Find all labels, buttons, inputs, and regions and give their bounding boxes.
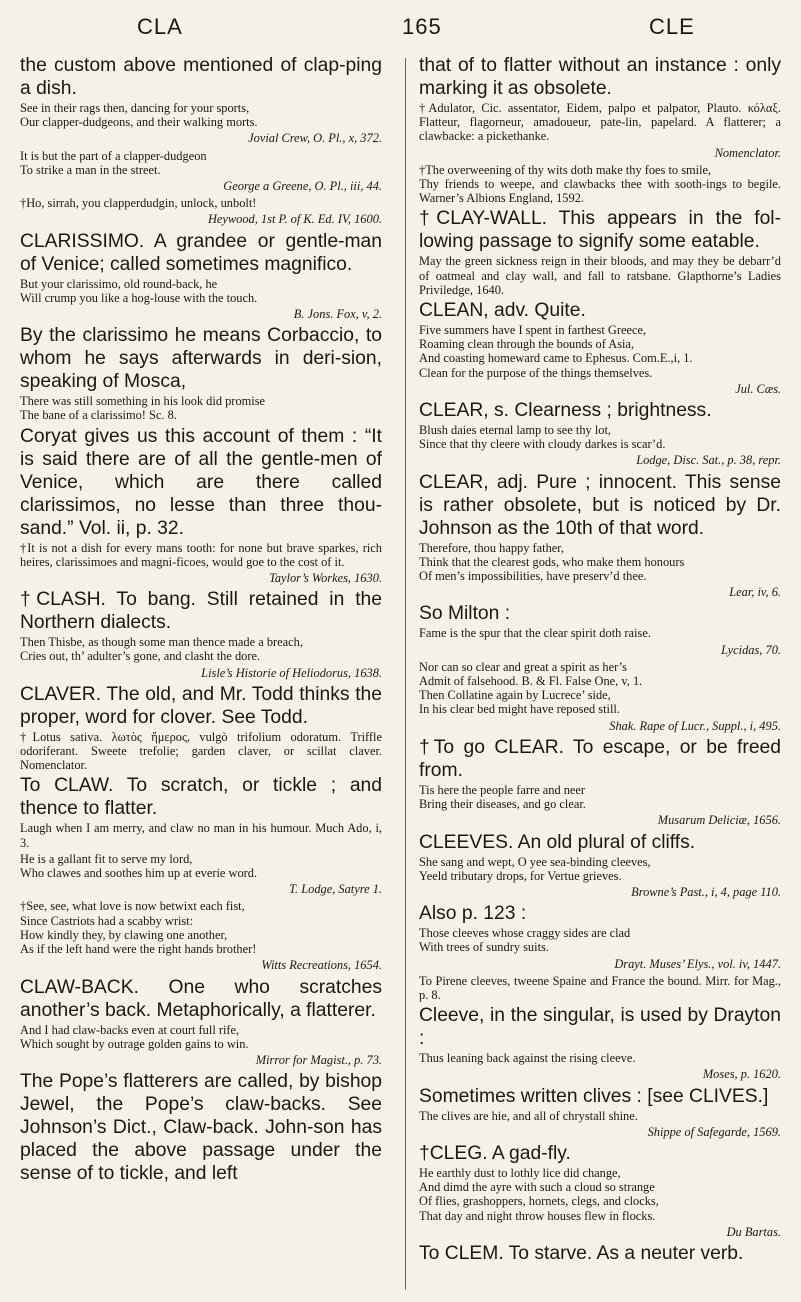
quotation: To Pirene cleeves, tweene Spaine and France the bound. Mirr. for Mag., p. 8. <box>419 973 781 1002</box>
quotation: Thus leaning back against the rising cleeve. <box>419 1051 636 1066</box>
entry-paragraph: So Milton : <box>419 603 511 625</box>
quotation: †It is not a dish for every mans tooth: for none but brave sparkes, rich heires, clarissimoes and magni-ficoes, would goe to the cost of it. <box>20 540 382 569</box>
quotation: Five summers have I spent in farthest Greece, Roaming clean through the bounds of Asia, And coasting homeward came to Ephesus. Com.E.,i, 1. Clean for the purpose of the things themselves. <box>419 323 693 380</box>
quotation: May the green sickness reign in their bloods, and may they be debarr’d of oatmeal and clay wall, and fall to ratsbane. Glapthorne’s Ladies Priviledge, 1640. <box>419 254 781 297</box>
quotation: She sang and wept, O yee sea-binding cleeves, Yeeld tributary drops, for Vertue grieves. <box>419 854 651 883</box>
quotation: Blush daies eternal lamp to see thy lot, Since that thy cleere with cloudy darkes is scar’d. <box>419 423 666 452</box>
citation: Lisle’s Historie of Heliodorus, 1638. <box>201 665 382 680</box>
quotation: But your clarissimo, old round-back, he Will crump you like a hog-louse with the touch. <box>20 276 258 305</box>
running-head-left: CLA <box>137 14 183 39</box>
entry-paragraph: Also p. 123 : <box>419 903 527 925</box>
citation: Lodge, Disc. Sat., p. 38, repr. <box>636 453 781 468</box>
citation: Lycidas, 70. <box>721 642 781 657</box>
quotation: He is a gallant fit to serve my lord, Who clawes and soothes him up at everie word. <box>20 851 258 881</box>
citation: Browne’s Past., i, 4, page 110. <box>631 884 781 899</box>
entry-paragraph: By the clarissimo he means Corbaccio, to whom he says afterwards in deri-sion, speaking of Mosca, <box>20 325 382 393</box>
entry-paragraph: †To go CLEAR. To escape, or be freed from. <box>419 736 781 781</box>
right-column <box>419 54 781 1294</box>
citation: George a Greene, O. Pl., iii, 44. <box>223 179 382 194</box>
citation: T. Lodge, Satyre 1. <box>289 882 382 897</box>
quotation: See in their rags then, dancing for your sports, Our clapper-dudgeons, and their walking morts. <box>20 101 258 130</box>
entry-paragraph: CLAVER. The old, and Mr. Todd thinks the proper, word for clover. See Todd. <box>20 683 382 728</box>
citation: Musarum Deliciæ, 1656. <box>657 813 781 828</box>
quotation: Then Thisbe, as though some man thence made a breach, Cries out, th’ adulter’s gone, and clasht the dore. <box>20 635 303 664</box>
entry-paragraph: that of to flatter without an instance : only marking it as obsolete. <box>419 55 781 99</box>
quotation: †Ho, sirrah, you clapperdudgin, unlock, unbolt! <box>20 196 257 211</box>
page-number: 165 <box>402 14 442 39</box>
quotation: †Lotus sativa. λωτὸς ἥμερος, vulgò trifolium odoratum. Triffle odoriferant. Sweete trefolie; garden claver, or scillat claver. Nomenclator. <box>20 729 382 773</box>
entry-paragraph: CLEAN, adv. Quite. <box>419 300 586 322</box>
running-head-right: CLE <box>649 14 695 39</box>
citation: Mirror for Magist., p. 73. <box>255 1052 382 1067</box>
entry-paragraph: Cleeve, in the singular, is used by Drayton : <box>419 1005 781 1050</box>
citation: Lear, iv, 6. <box>729 585 781 600</box>
citation: Du Bartas. <box>726 1224 781 1239</box>
citation: Jul. Cæs. <box>735 381 781 396</box>
entry-paragraph: CLEEVES. An old plural of cliffs. <box>419 831 696 853</box>
citation: Taylor’s Workes, 1630. <box>269 571 382 586</box>
entry-paragraph: †CLEG. A gad-fly. <box>419 1142 571 1164</box>
citation: Moses, p. 1620. <box>702 1067 781 1082</box>
citation: Shak. Rape of Lucr., Suppl., i, 495. <box>609 718 781 733</box>
entry-paragraph: To CLAW. To scratch, or tickle ; and thence to flatter. <box>20 775 382 820</box>
citation: Drayt. Muses’ Elys., vol. iv, 1447. <box>614 956 781 971</box>
entry-paragraph: †CLAY-WALL. This appears in the fol-lowing passage to signify some eatable. <box>419 208 781 253</box>
quotation: Nor can so clear and great a spirit as her’s Admit of falsehood. B. & Fl. False One, v, 1. Then Collatine again by Lucrece’ side, In his clear bed might have reposed still. <box>419 659 643 717</box>
entry-paragraph: CLEAR, adj. Pure ; innocent. This sense is rather obsolete, but is noticed by Dr. Johnson as the 10th of that word. <box>419 471 781 539</box>
quotation: Tis here the people farre and neer Bring their diseases, and go clear. <box>419 782 586 812</box>
quotation: Those cleeves whose craggy sides are clad With trees of sundry suits. <box>419 926 631 955</box>
entry-paragraph: To CLEM. To starve. As a neuter verb. <box>419 1242 744 1264</box>
citation: Shippe of Safegarde, 1569. <box>647 1124 781 1139</box>
entry-paragraph: CLAW-BACK. One who scratches another’s back. Metaphorically, a flatterer. <box>20 976 382 1021</box>
entry-paragraph: CLARISSIMO. A grandee or gentle-man of Venice; called sometimes magnifico. <box>20 230 382 275</box>
quotation: The clives are hie, and all of chrystall shine. <box>419 1108 638 1123</box>
running-head <box>20 14 781 44</box>
left-column <box>20 54 382 1294</box>
citation: Jovial Crew, O. Pl., x, 372. <box>248 131 382 146</box>
quotation: †See, see, what love is now betwixt each fist, Since Castriots had a scabby wrist: How kindly they, by clawing one another, As if the left hand were the right hands brother! <box>20 899 257 957</box>
entry-paragraph: †CLASH. To bang. Still retained in the Northern dialects. <box>20 589 382 634</box>
column-divider <box>405 58 406 1290</box>
quotation: He earthly dust to lothly lice did change, And dimd the ayre with such a cloud so strange Of flies, grashoppers, hornets, clegs, and clocks, That day and night throw houses flew in flocks. <box>419 1165 659 1223</box>
entry-paragraph: Coryat gives us this account of them : “It is said there are of all the gentle-men of Venice, which are there called clarissimos, no lesse than three thou-sand.” Vol. ii, p. 32. <box>20 425 382 539</box>
quotation: It is but the part of a clapper-dudgeon To strike a man in the street. <box>20 148 207 177</box>
entry-paragraph: the custom above mentioned of clap-ping a dish. <box>20 55 382 99</box>
citation: Nomenclator. <box>714 145 781 160</box>
quotation: Fame is the spur that the clear spirit doth raise. <box>419 626 651 641</box>
quotation: And I had claw-backs even at court full rife, Which sought by outrage golden gains to win. <box>20 1022 249 1051</box>
entry-paragraph: The Pope’s flatterers are called, by bishop Jewel, the Pope’s claw-backs. See Johnson’s Dict., Claw-back. John-son has placed the above passage under the sense of to tickle, and left <box>20 1071 382 1185</box>
quotation: Therefore, thou happy father, Think that the clearest gods, who make them honours Of men’s impossibilities, have preserv’d thee. <box>419 540 685 584</box>
quotation: †Adulator, Cic. assentator, Eidem, palpo et palpator, Plauto. κόλαξ. Flatteur, flagorneur, amadoueur, pate-lin, papelard. A flatterer; a clawbacke: a pickethanke. <box>419 101 781 144</box>
quotation: There was still something in his look did promise The bane of a clarissimo! Sc. 8. <box>20 394 266 423</box>
entry-paragraph: Sometimes written clives : [see CLIVES.] <box>419 1085 769 1107</box>
quotation: †The overweening of thy wits doth make thy foes to smile, Thy friends to weepe, and clawbacks thee with sooth-ings to begile. Warner’s Albions England, 1592. <box>419 162 781 206</box>
quotation: Laugh when I am merry, and claw no man in his humour. Much Ado, i, 3. <box>20 821 382 850</box>
entry-paragraph: CLEAR, s. Clearness ; brightness. <box>419 400 712 422</box>
citation: Witts Recreations, 1654. <box>261 958 382 973</box>
citation: B. Jons. Fox, v, 2. <box>293 307 382 322</box>
citation: Heywood, 1st P. of K. Ed. IV, 1600. <box>207 212 382 227</box>
